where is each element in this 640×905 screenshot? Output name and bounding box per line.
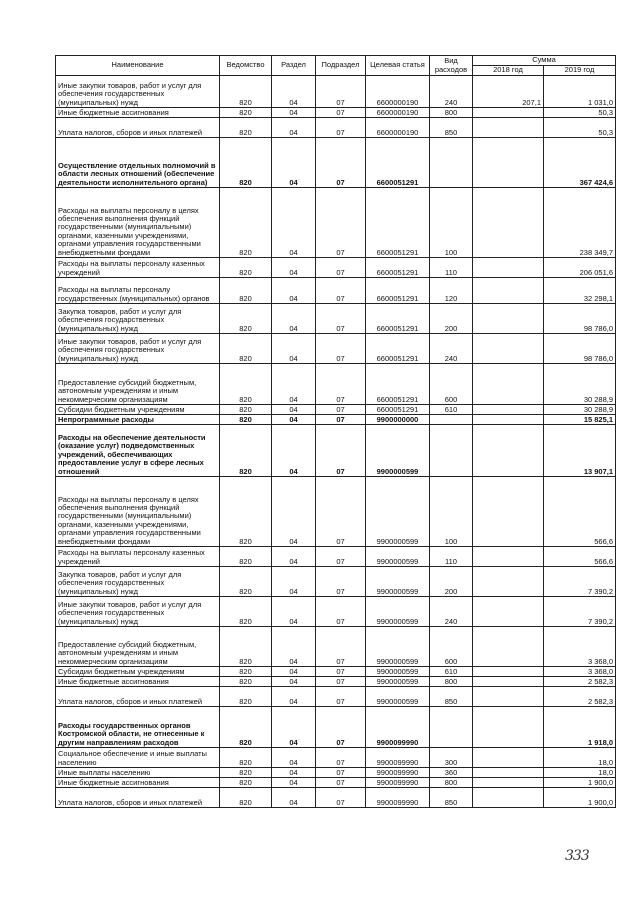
cell-name: Уплата налогов, сборов и иных платежей — [56, 118, 220, 138]
cell-2019: 32 298,1 — [544, 278, 616, 304]
page-number: 333 — [565, 848, 589, 864]
table-row — [56, 278, 616, 304]
cell-2019: 7 390,2 — [544, 567, 616, 597]
cell-target: 6600051291 — [366, 334, 430, 364]
cell-name: Непрограммные расходы — [56, 415, 220, 425]
cell-section: 04 — [272, 778, 316, 788]
cell-2018 — [473, 687, 544, 707]
cell-subsection: 07 — [316, 567, 366, 597]
cell-2018 — [473, 707, 544, 748]
cell-2019: 13 907,1 — [544, 425, 616, 477]
cell-target: 9900000599 — [366, 567, 430, 597]
table-row — [56, 707, 616, 748]
cell-subsection: 07 — [316, 278, 366, 304]
cell-name: Уплата налогов, сборов и иных платежей — [56, 687, 220, 707]
cell-section: 04 — [272, 477, 316, 547]
cell-2018 — [473, 258, 544, 278]
cell-2018 — [473, 138, 544, 188]
cell-target: 6600000190 — [366, 108, 430, 118]
cell-2019: 238 349,7 — [544, 188, 616, 258]
cell-type: 110 — [430, 547, 473, 567]
cell-2018 — [473, 567, 544, 597]
cell-section: 04 — [272, 597, 316, 627]
table-row — [56, 118, 616, 138]
cell-2018 — [473, 188, 544, 258]
cell-subsection: 07 — [316, 304, 366, 334]
cell-type: 360 — [430, 768, 473, 778]
cell-section: 04 — [272, 304, 316, 334]
cell-target: 9900000599 — [366, 627, 430, 667]
cell-subsection: 07 — [316, 334, 366, 364]
cell-name: Социальное обеспечение и иные выплаты населению — [56, 748, 220, 768]
cell-dept: 820 — [220, 477, 272, 547]
cell-2019: 1 900,0 — [544, 778, 616, 788]
cell-2018 — [473, 597, 544, 627]
cell-type — [430, 425, 473, 477]
cell-type: 240 — [430, 76, 473, 108]
cell-type: 800 — [430, 108, 473, 118]
table-row — [56, 788, 616, 808]
cell-section: 04 — [272, 768, 316, 778]
table-row — [56, 748, 616, 768]
cell-name: Предоставление субсидий бюджетным, автономным учреждениям и иным некоммерческим организациям — [56, 364, 220, 405]
table-row — [56, 258, 616, 278]
table-row — [56, 677, 616, 687]
cell-2019: 15 825,1 — [544, 415, 616, 425]
cell-name: Расходы на выплаты персоналу в целях обеспечения выполнения функций государственными (муниципальными) органами, казенными учреждениями, органами управления государственными внебюджетными фондами — [56, 188, 220, 258]
table-row — [56, 108, 616, 118]
table-row — [56, 188, 616, 258]
header-year-2018: 2018 год — [473, 66, 544, 76]
cell-target: 6600000190 — [366, 76, 430, 108]
cell-2018 — [473, 627, 544, 667]
cell-2018 — [473, 334, 544, 364]
table-row — [56, 334, 616, 364]
cell-target: 9900000599 — [366, 477, 430, 547]
cell-name: Расходы на выплаты персоналу государственных (муниципальных) органов — [56, 278, 220, 304]
cell-2018 — [473, 278, 544, 304]
cell-subsection: 07 — [316, 788, 366, 808]
cell-name: Иные закупки товаров, работ и услуг для обеспечения государственных (муниципальных) нужд — [56, 76, 220, 108]
cell-type: 850 — [430, 687, 473, 707]
cell-dept: 820 — [220, 748, 272, 768]
cell-2019: 18,0 — [544, 748, 616, 768]
budget-table — [55, 55, 616, 808]
cell-type: 610 — [430, 667, 473, 677]
cell-2018 — [473, 425, 544, 477]
cell-target: 9900000000 — [366, 415, 430, 425]
cell-type: 100 — [430, 477, 473, 547]
cell-2019: 98 786,0 — [544, 304, 616, 334]
cell-2018 — [473, 304, 544, 334]
cell-2019: 367 424,6 — [544, 138, 616, 188]
cell-type: 800 — [430, 677, 473, 687]
cell-2018 — [473, 415, 544, 425]
cell-subsection: 07 — [316, 138, 366, 188]
cell-target: 9900000599 — [366, 677, 430, 687]
cell-dept: 820 — [220, 364, 272, 405]
cell-target: 9900000599 — [366, 667, 430, 677]
cell-name: Иные закупки товаров, работ и услуг для обеспечения государственных (муниципальных) нужд — [56, 334, 220, 364]
cell-section: 04 — [272, 258, 316, 278]
cell-dept: 820 — [220, 415, 272, 425]
cell-2018 — [473, 748, 544, 768]
cell-subsection: 07 — [316, 188, 366, 258]
cell-subsection: 07 — [316, 748, 366, 768]
cell-type: 850 — [430, 788, 473, 808]
table-row — [56, 768, 616, 778]
cell-2019: 50,3 — [544, 118, 616, 138]
cell-target: 6600051291 — [366, 304, 430, 334]
cell-dept: 820 — [220, 768, 272, 778]
cell-name: Уплата налогов, сборов и иных платежей — [56, 788, 220, 808]
cell-section: 04 — [272, 278, 316, 304]
cell-2018 — [473, 677, 544, 687]
cell-2019: 2 582,3 — [544, 687, 616, 707]
cell-2019: 206 051,6 — [544, 258, 616, 278]
cell-target: 6600051291 — [366, 405, 430, 415]
cell-2018 — [473, 788, 544, 808]
cell-section: 04 — [272, 707, 316, 748]
cell-target: 9900099990 — [366, 768, 430, 778]
table-row — [56, 477, 616, 547]
cell-dept: 820 — [220, 425, 272, 477]
cell-subsection: 07 — [316, 364, 366, 405]
cell-subsection: 07 — [316, 597, 366, 627]
cell-2018 — [473, 108, 544, 118]
cell-dept: 820 — [220, 405, 272, 415]
cell-target: 9900099990 — [366, 707, 430, 748]
table-body — [56, 76, 616, 808]
cell-dept: 820 — [220, 667, 272, 677]
cell-name: Иные бюджетные ассигнования — [56, 108, 220, 118]
table-row — [56, 597, 616, 627]
cell-section: 04 — [272, 748, 316, 768]
cell-subsection: 07 — [316, 405, 366, 415]
cell-type: 850 — [430, 118, 473, 138]
table-row — [56, 425, 616, 477]
cell-2019: 566,6 — [544, 547, 616, 567]
cell-section: 04 — [272, 567, 316, 597]
cell-section: 04 — [272, 667, 316, 677]
cell-name: Расходы на выплаты персоналу казенных учреждений — [56, 258, 220, 278]
cell-2018 — [473, 118, 544, 138]
cell-name: Закупка товаров, работ и услуг для обеспечения государственных (муниципальных) нужд — [56, 567, 220, 597]
cell-type: 800 — [430, 778, 473, 788]
cell-dept: 820 — [220, 547, 272, 567]
cell-type: 200 — [430, 567, 473, 597]
cell-section: 04 — [272, 405, 316, 415]
cell-subsection: 07 — [316, 477, 366, 547]
cell-type: 240 — [430, 334, 473, 364]
cell-subsection: 07 — [316, 108, 366, 118]
cell-section: 04 — [272, 108, 316, 118]
header-subsection: Подраздел — [316, 56, 366, 76]
cell-dept: 820 — [220, 118, 272, 138]
table-row — [56, 405, 616, 415]
cell-dept: 820 — [220, 788, 272, 808]
table-row — [56, 687, 616, 707]
cell-target: 9900000599 — [366, 597, 430, 627]
cell-name: Расходы на обеспечение деятельности (оказание услуг) подведомственных учреждений, обеспечивающих предоставление услуг в сфере лесных отношений — [56, 425, 220, 477]
table-row — [56, 304, 616, 334]
cell-subsection: 07 — [316, 258, 366, 278]
cell-name: Предоставление субсидий бюджетным, автономным учреждениям и иным некоммерческим организациям — [56, 627, 220, 667]
cell-2019: 18,0 — [544, 768, 616, 778]
header-sum: Сумма — [473, 56, 616, 66]
cell-section: 04 — [272, 788, 316, 808]
cell-name: Закупка товаров, работ и услуг для обеспечения государственных (муниципальных) нужд — [56, 304, 220, 334]
header-dept: Ведомство — [220, 56, 272, 76]
cell-name: Расходы государственных органов Костромской области, не отнесенные к другим направлениям расходов — [56, 707, 220, 748]
header-name: Наименование — [56, 56, 220, 76]
cell-section: 04 — [272, 425, 316, 477]
table-row — [56, 547, 616, 567]
cell-2018 — [473, 547, 544, 567]
cell-dept: 820 — [220, 258, 272, 278]
cell-2019: 30 288,9 — [544, 405, 616, 415]
cell-subsection: 07 — [316, 76, 366, 108]
cell-type: 300 — [430, 748, 473, 768]
table-row — [56, 138, 616, 188]
cell-2019: 1 900,0 — [544, 788, 616, 808]
table-row — [56, 364, 616, 405]
cell-type — [430, 138, 473, 188]
cell-subsection: 07 — [316, 547, 366, 567]
cell-type: 120 — [430, 278, 473, 304]
table-row — [56, 778, 616, 788]
cell-dept: 820 — [220, 188, 272, 258]
cell-2018: 207,1 — [473, 76, 544, 108]
cell-2019: 3 368,0 — [544, 667, 616, 677]
cell-dept: 820 — [220, 627, 272, 667]
cell-type: 600 — [430, 364, 473, 405]
table-row — [56, 415, 616, 425]
budget-table-container — [55, 55, 615, 808]
cell-target: 9900099990 — [366, 748, 430, 768]
cell-2019: 3 368,0 — [544, 627, 616, 667]
table-row — [56, 76, 616, 108]
cell-2018 — [473, 364, 544, 405]
cell-2018 — [473, 405, 544, 415]
cell-name: Иные закупки товаров, работ и услуг для обеспечения государственных (муниципальных) нужд — [56, 597, 220, 627]
cell-section: 04 — [272, 138, 316, 188]
cell-name: Иные выплаты населению — [56, 768, 220, 778]
cell-target: 9900000599 — [366, 687, 430, 707]
cell-2019: 98 786,0 — [544, 334, 616, 364]
cell-dept: 820 — [220, 278, 272, 304]
cell-2018 — [473, 778, 544, 788]
cell-dept: 820 — [220, 567, 272, 597]
cell-type: 200 — [430, 304, 473, 334]
cell-section: 04 — [272, 364, 316, 405]
cell-dept: 820 — [220, 108, 272, 118]
header-type: Вид расходов — [430, 56, 473, 76]
cell-section: 04 — [272, 415, 316, 425]
cell-subsection: 07 — [316, 667, 366, 677]
cell-dept: 820 — [220, 304, 272, 334]
table-header — [56, 56, 616, 76]
cell-2019: 566,6 — [544, 477, 616, 547]
cell-type — [430, 415, 473, 425]
cell-2019: 50,3 — [544, 108, 616, 118]
cell-dept: 820 — [220, 334, 272, 364]
cell-target: 9900099990 — [366, 778, 430, 788]
cell-target: 9900000599 — [366, 425, 430, 477]
cell-dept: 820 — [220, 778, 272, 788]
header-section: Раздел — [272, 56, 316, 76]
cell-dept: 820 — [220, 76, 272, 108]
header-target: Целевая статья — [366, 56, 430, 76]
cell-target: 9900000599 — [366, 547, 430, 567]
cell-section: 04 — [272, 547, 316, 567]
cell-2019: 1 031,0 — [544, 76, 616, 108]
cell-2019: 1 918,0 — [544, 707, 616, 748]
cell-subsection: 07 — [316, 415, 366, 425]
cell-dept: 820 — [220, 677, 272, 687]
cell-name: Субсидии бюджетным учреждениям — [56, 405, 220, 415]
cell-name: Иные бюджетные ассигнования — [56, 677, 220, 687]
cell-target: 6600051291 — [366, 188, 430, 258]
cell-type: 100 — [430, 188, 473, 258]
cell-subsection: 07 — [316, 687, 366, 707]
cell-name: Расходы на выплаты персоналу в целях обеспечения выполнения функций государственными (муниципальными) органами, казенными учреждениями, органами управления государственными внебюджетными фондами — [56, 477, 220, 547]
cell-2018 — [473, 477, 544, 547]
cell-2019: 2 582,3 — [544, 677, 616, 687]
cell-target: 6600051291 — [366, 364, 430, 405]
cell-subsection: 07 — [316, 627, 366, 667]
cell-name: Расходы на выплаты персоналу казенных учреждений — [56, 547, 220, 567]
cell-2018 — [473, 768, 544, 778]
cell-subsection: 07 — [316, 118, 366, 138]
cell-dept: 820 — [220, 597, 272, 627]
cell-subsection: 07 — [316, 768, 366, 778]
cell-section: 04 — [272, 118, 316, 138]
cell-section: 04 — [272, 687, 316, 707]
cell-section: 04 — [272, 76, 316, 108]
cell-dept: 820 — [220, 707, 272, 748]
cell-name: Субсидии бюджетным учреждениям — [56, 667, 220, 677]
cell-type: 610 — [430, 405, 473, 415]
table-row — [56, 667, 616, 677]
cell-type: 600 — [430, 627, 473, 667]
cell-section: 04 — [272, 677, 316, 687]
cell-section: 04 — [272, 627, 316, 667]
cell-subsection: 07 — [316, 425, 366, 477]
cell-name: Осуществление отдельных полномочий в области лесных отношений (обеспечение деятельности исполнительного органа) — [56, 138, 220, 188]
cell-2019: 30 288,9 — [544, 364, 616, 405]
cell-section: 04 — [272, 188, 316, 258]
cell-target: 6600000190 — [366, 118, 430, 138]
cell-subsection: 07 — [316, 778, 366, 788]
cell-2019: 7 390,2 — [544, 597, 616, 627]
cell-target: 9900099990 — [366, 788, 430, 808]
cell-type: 110 — [430, 258, 473, 278]
cell-type: 240 — [430, 597, 473, 627]
cell-name: Иные бюджетные ассигнования — [56, 778, 220, 788]
header-year-2019: 2019 год — [544, 66, 616, 76]
cell-subsection: 07 — [316, 677, 366, 687]
cell-section: 04 — [272, 334, 316, 364]
cell-subsection: 07 — [316, 707, 366, 748]
cell-dept: 820 — [220, 138, 272, 188]
cell-target: 6600051291 — [366, 258, 430, 278]
table-row — [56, 627, 616, 667]
cell-dept: 820 — [220, 687, 272, 707]
cell-type — [430, 707, 473, 748]
cell-target: 6600051291 — [366, 138, 430, 188]
cell-target: 6600051291 — [366, 278, 430, 304]
table-row — [56, 567, 616, 597]
cell-2018 — [473, 667, 544, 677]
